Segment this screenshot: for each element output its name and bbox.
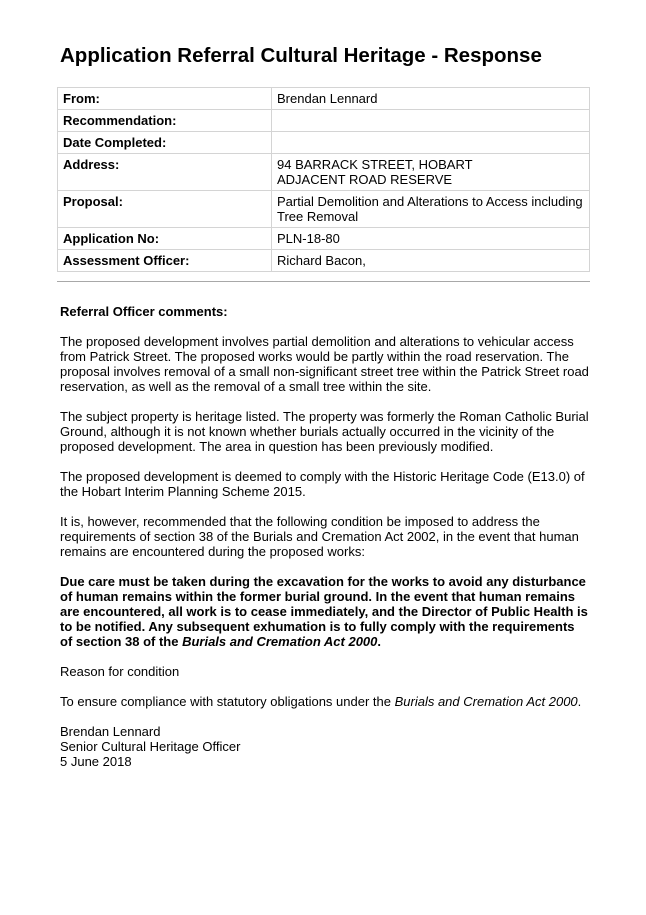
table-row-date-completed [58, 132, 590, 154]
comments-paragraph-1: The proposed development involves partial demolition and alterations to vehicular access from Patrick Street. The proposed works would be partly within the road reservation. The proposal involves removal of a small non-significant street tree within the Patrick Street road reservation, as well as the removal of a small tree within the site. [60, 334, 589, 394]
application-no-value: PLN-18-80 [272, 228, 590, 250]
assessment-officer-value: Richard Bacon, [272, 250, 590, 272]
comments-paragraph-3: The proposed development is deemed to comply with the Historic Heritage Code (E13.0) of the Hobart Interim Planning Scheme 2015. [60, 469, 585, 499]
table-row-proposal [58, 191, 590, 228]
reason-text: To ensure compliance with statutory obligations under the [60, 694, 395, 709]
comments-heading: Referral Officer comments: [60, 304, 228, 319]
application-no-label: Application No: [58, 228, 272, 250]
address-label: Address: [58, 154, 272, 191]
proposal-value: Partial Demolition and Alterations to Access including Tree Removal [272, 191, 590, 228]
application-details-table [57, 87, 590, 272]
proposal-label: Proposal: [58, 191, 272, 228]
from-value: Brendan Lennard [272, 88, 590, 110]
page-title: Application Referral Cultural Heritage - Response [60, 44, 542, 67]
address-value: 94 BARRACK STREET, HOBART ADJACENT ROAD RESERVE [272, 154, 590, 191]
reason-act-name: Burials and Cremation Act 2000 [394, 694, 578, 709]
recommendation-label: Recommendation: [58, 110, 272, 132]
from-label: From: [58, 88, 272, 110]
signature-date: 5 June 2018 [60, 754, 132, 769]
date-completed-label: Date Completed: [58, 132, 272, 154]
condition-act-name: Burials and Cremation Act 2000 [182, 634, 378, 649]
signatory-position: Senior Cultural Heritage Officer [60, 739, 241, 754]
section-divider [57, 281, 590, 282]
table-row-application-no [58, 228, 590, 250]
comments-paragraph-4: It is, however, recommended that the following condition be imposed to address the requirements of section 38 of the Burials and Cremation Act 2002, in the event that human remains are encountered during the proposed works: [60, 514, 579, 559]
table-row-recommendation [58, 110, 590, 132]
condition-end: . [377, 634, 382, 649]
reason-paragraph [60, 694, 590, 709]
reason-end: . [577, 694, 582, 709]
table-row-from [58, 88, 590, 110]
condition-text: Due care must be taken during the excavation for the works to avoid any disturbance of human remains within the former burial ground. In the event that human remains are encountered, all work is to cease immediately, and the Director of Public Health is to be notified. Any subsequent exhumation is to fully comply with the requirements of section 38 of the [60, 574, 588, 649]
table-row-assessment-officer [58, 250, 590, 272]
signatory-name: Brendan Lennard [60, 724, 161, 739]
comments-paragraph-2: The subject property is heritage listed. The property was formerly the Roman Catholic Burial Ground, although it is not known whether burials actually occurred in the vicinity of the proposed development. The area in question has been previously modified. [60, 409, 589, 454]
assessment-officer-label: Assessment Officer: [58, 250, 272, 272]
condition-paragraph [60, 574, 590, 649]
recommendation-value [272, 110, 590, 132]
table-row-address [58, 154, 590, 191]
reason-heading: Reason for condition [60, 664, 180, 679]
signature-block [60, 724, 590, 769]
date-completed-value [272, 132, 590, 154]
referral-comments-section [60, 304, 590, 769]
